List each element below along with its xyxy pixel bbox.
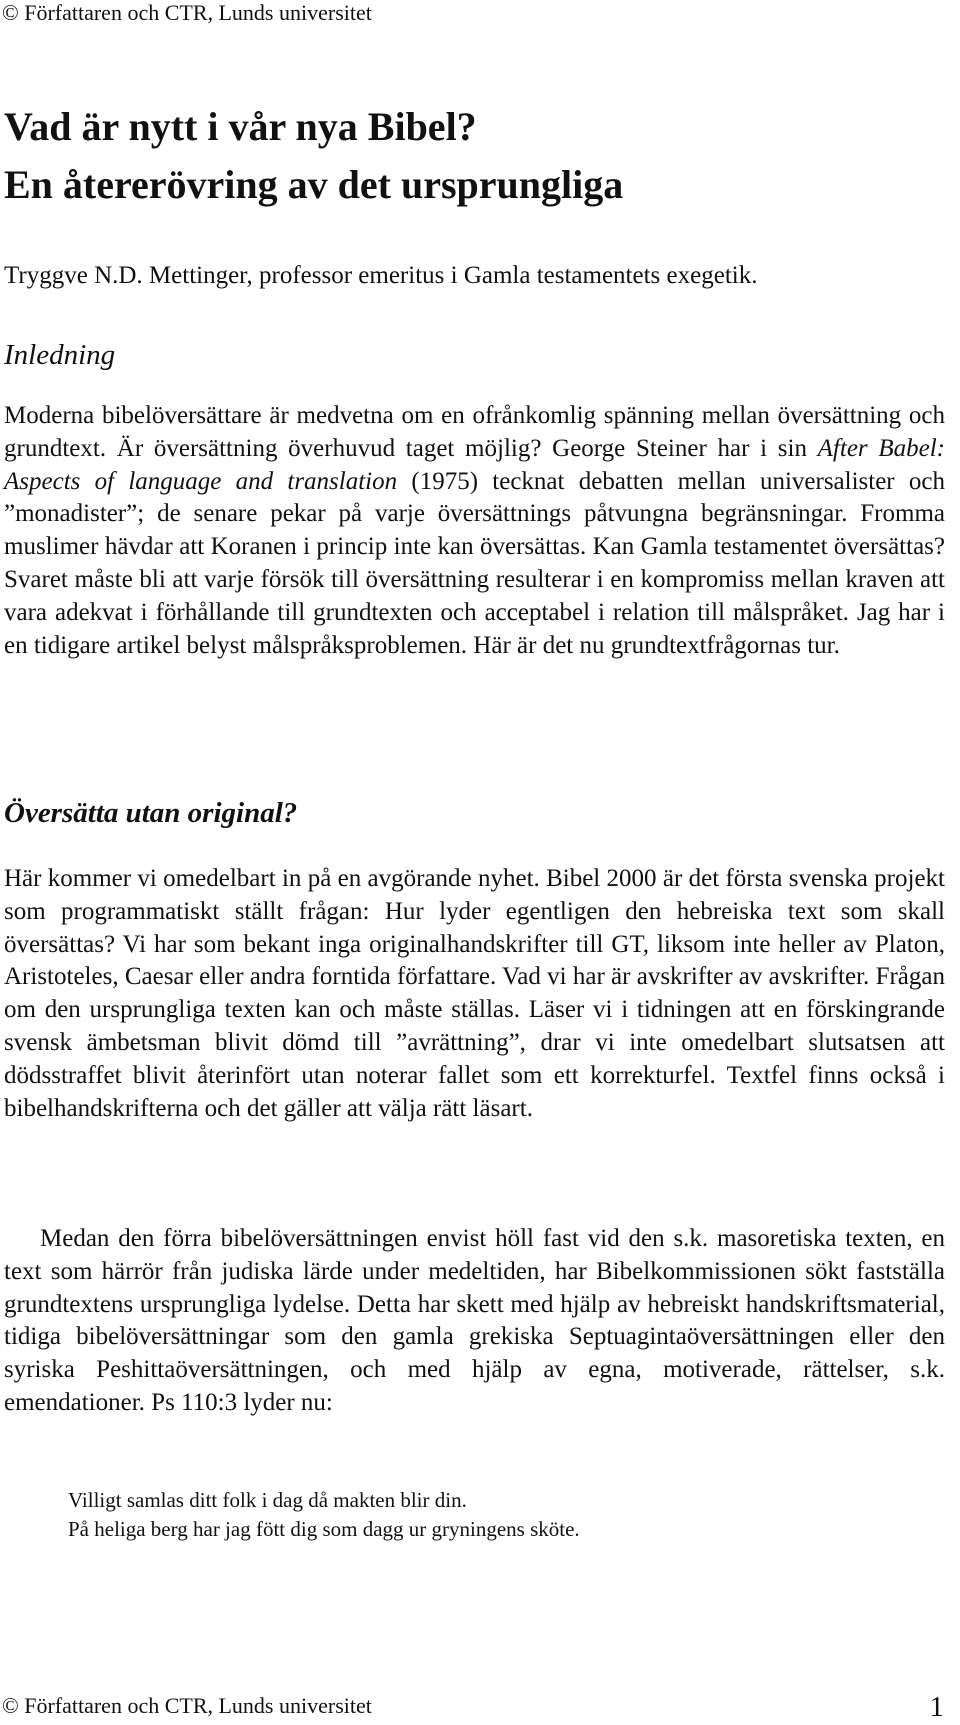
footer-copyright: © Författaren och CTR, Lunds universitet	[2, 1693, 372, 1718]
section-heading-oversatta: Översätta utan original?	[4, 797, 298, 829]
psalm-quote	[68, 1486, 580, 1544]
section-heading-inledning: Inledning	[4, 339, 116, 371]
document-title	[4, 98, 944, 214]
paragraph-oversatta-1: Här kommer vi omedelbart in på en avgörande nyhet. Bibel 2000 är det första svenska projekt som programmatiskt ställt frågan: Hur lyder egentligen den hebreiska text som skall översättas? Vi har som bekant inga originalhandskrifter till GT, liksom inte heller av Platon, Aristoteles, Caesar eller andra forntida författare. Vad vi har är avskrifter av avskrifter. Frågan om den ursprungliga texten kan och måste ställas. Läser vi i tidningen att en förskingrande svensk ämbetsman blivit dömd till ”avrättning”, drar vi inte omedelbart slutsatsen att dödsstraffet blivit återinfört utan noterar fallet som ett korrekturfel. Textfel finns också i bibelhandskrifterna och det gäller att välja rätt läsart.	[4, 865, 945, 1122]
paragraph-text: (1975) tecknat debatten mellan universalister och ”monadister”; de senare pekar på varje översättnings påtvungna begränsningar. Fromma muslimer hävdar att Koranen i princip inte kan översättas. Kan Gamla testamentet översättas? Svaret måste bli att varje försök till översättning resulterar i en kompromiss mellan kraven att vara adekvat i förhållande till grundtexten och acceptabel i relation till målspråket. Jag har i en tidigare artikel belyst målspråksproblemen. Här är det nu grundtextfrågornas tur.	[4, 467, 945, 659]
paragraph-oversatta-2: Medan den förra bibelöversättningen envist höll fast vid den s.k. masoretiska texten, en text som härrör från judiska lärde under medeltiden, har Bibelkommissionen sökt fastställa grundtextens ursprungliga lydelse. Detta har skett med hjälp av hebreiskt handskriftsmaterial, tidiga bibelöversättningar som den gamla grekiska Septuagintaöversättningen eller den syriska Peshittaöversättningen, och med hjälp av egna, motiverade, rättelser, s.k. emendationer. Ps 110:3 lyder nu:	[4, 1225, 945, 1416]
quote-line-1: Villigt samlas ditt folk i dag då makten blir din.	[68, 1488, 467, 1512]
paragraph-inledning	[4, 400, 945, 662]
page-number: 1	[929, 1691, 944, 1723]
quote-line-2: På heliga berg har jag fött dig som dagg ur gryningens sköte.	[68, 1517, 580, 1541]
title-line-1: Vad är nytt i vår nya Bibel?	[4, 104, 477, 149]
title-line-2: En återerövring av det ursprungliga	[4, 162, 624, 207]
page-footer	[2, 1693, 372, 1719]
book-title: After Babel: Aspects of language and translation	[4, 434, 945, 495]
author-line: Tryggve N.D. Mettinger, professor emeritus i Gamla testamentets exegetik.	[4, 262, 758, 289]
page-header	[2, 0, 372, 26]
paragraph-text: Moderna bibelöversättare är medvetna om en ofrånkomlig spänning mellan översättning och grundtext. Är översättning överhuvud taget möjlig? George Steiner har i sin	[4, 402, 945, 462]
header-copyright: © Författaren och CTR, Lunds universitet	[2, 0, 372, 25]
